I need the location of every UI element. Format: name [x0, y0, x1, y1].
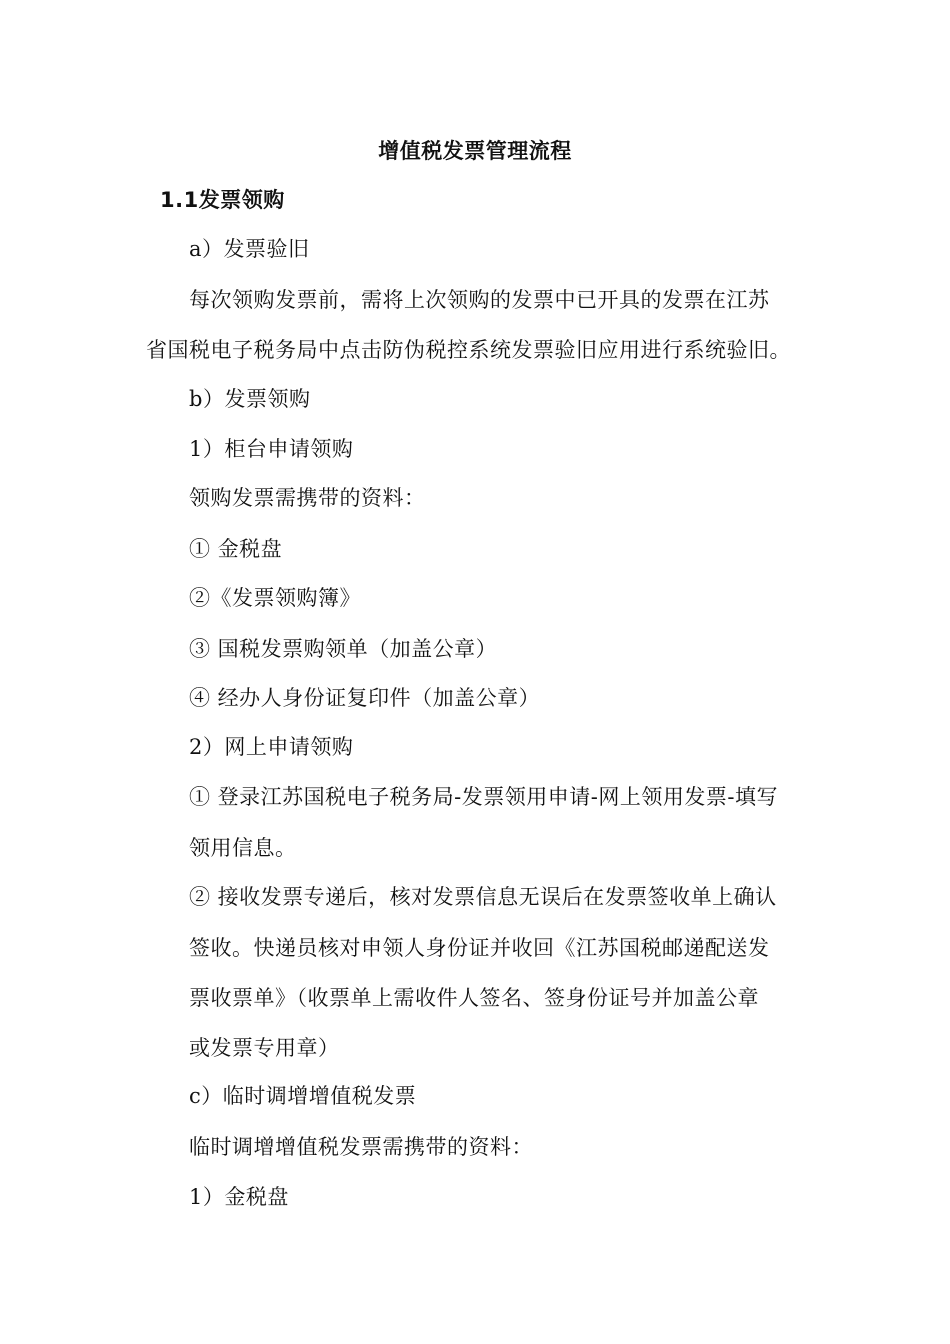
paragraph-line: 省国税电子税务局中点击防伪税控系统发票验旧应用进行系统验旧。 — [146, 338, 791, 362]
list-item-continuation: 或发票专用章） — [189, 1036, 340, 1060]
paragraph-line: 每次领购发票前，需将上次领购的发票中已开具的发票在江苏 — [189, 288, 770, 312]
section-heading: 1.1发票领购 — [160, 188, 285, 212]
list-item-continuation: 签收。快递员核对申领人身份证并收回《江苏国税邮递配送发 — [189, 936, 770, 960]
paragraph-line: a）发票验旧 — [189, 237, 310, 261]
paragraph-line: 2）网上申请领购 — [189, 735, 354, 759]
list-item: ②《发票领购簿》 — [189, 586, 361, 610]
document-title: 增值税发票管理流程 — [378, 139, 572, 163]
list-item: ① 登录江苏国税电子税务局-发票领用申请-网上领用发票-填写 — [189, 785, 778, 809]
list-item-continuation: 领用信息。 — [189, 836, 297, 860]
list-item: 1）金税盘 — [189, 1185, 289, 1209]
paragraph-line: 领购发票需携带的资料： — [189, 486, 426, 510]
list-item: ② 接收发票专递后，核对发票信息无误后在发票签收单上确认 — [189, 885, 777, 909]
paragraph-line: c）临时调增增值税发票 — [189, 1084, 417, 1108]
list-item: ① 金税盘 — [189, 537, 283, 561]
list-item: ④ 经办人身份证复印件（加盖公章） — [189, 686, 541, 710]
list-item: ③ 国税发票购领单（加盖公章） — [189, 637, 498, 661]
list-item-continuation: 票收票单》（收票单上需收件人签名、签身份证号并加盖公章 — [189, 986, 759, 1010]
paragraph-line: b）发票领购 — [189, 387, 311, 411]
paragraph-line: 1）柜台申请领购 — [189, 437, 354, 461]
paragraph-line: 临时调增增值税发票需携带的资料： — [189, 1135, 533, 1159]
